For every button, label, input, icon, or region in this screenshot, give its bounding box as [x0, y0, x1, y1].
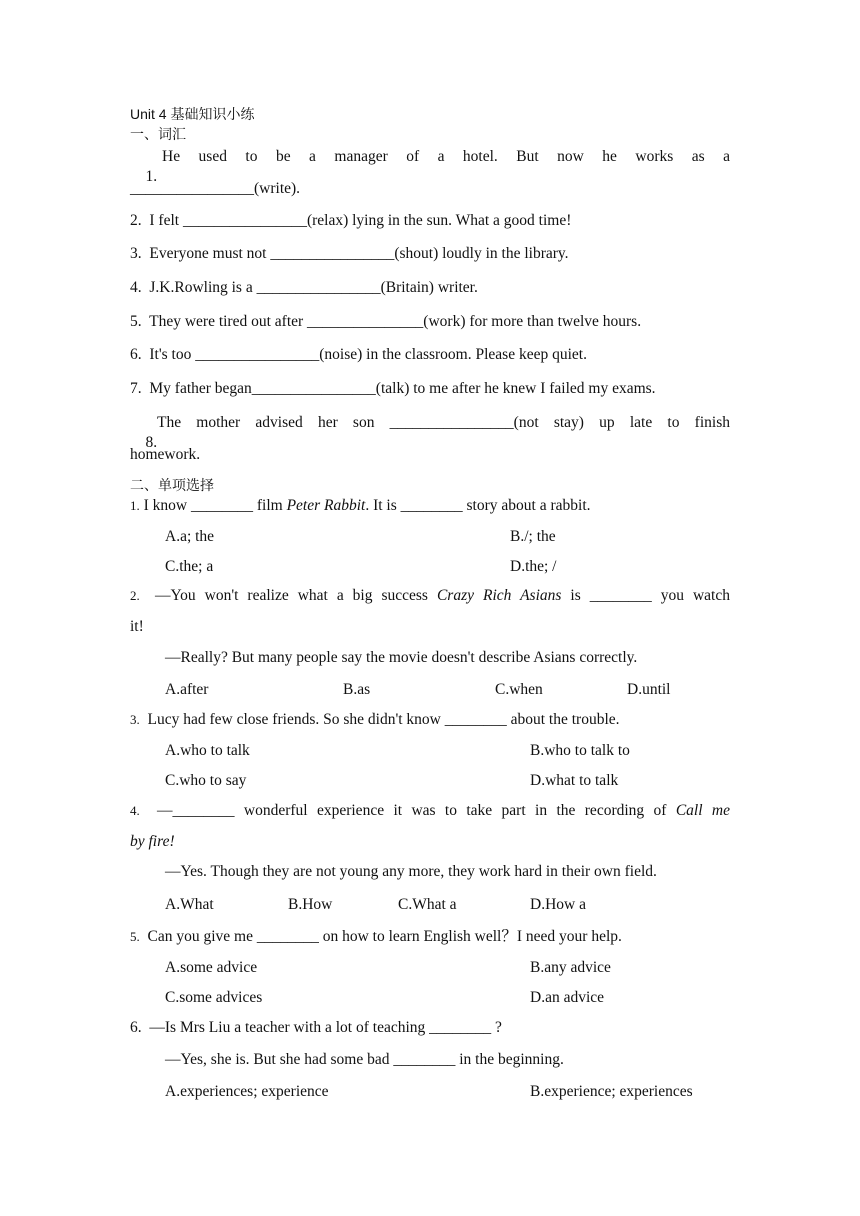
vocab-item-7: [130, 379, 656, 399]
option-b: B.experience; experiences: [530, 1083, 693, 1100]
option-c: C.What a: [398, 896, 457, 913]
item-number: 7.: [130, 380, 142, 397]
section-heading-vocabulary: 一、词汇: [130, 126, 186, 142]
page-title: Unit 4 基础知识小练: [130, 106, 255, 122]
option-a: A.who to talk: [165, 742, 250, 759]
option-b: B.any advice: [530, 959, 611, 976]
song-title-part2: by fire!: [130, 833, 175, 850]
item-number: 4.: [130, 279, 142, 296]
question-text: Lucy had few close friends. So she didn't know ________ about the trouble.: [147, 711, 620, 728]
option-d: D.How a: [530, 896, 586, 913]
vocab-item-8-line2: homework.: [130, 446, 201, 463]
option-a: A.a; the: [165, 528, 215, 545]
question-text-b: . It is ________ story about a rabbit.: [365, 497, 591, 514]
question-text-b: is ________ you watch: [561, 587, 730, 604]
option-d: D.an advice: [530, 989, 605, 1006]
option-b: B.How: [288, 896, 333, 913]
option-b: B./; the: [510, 528, 556, 545]
item-number: 5.: [130, 313, 142, 330]
mc-question-4-line2: [130, 832, 175, 852]
question-number: 5.: [130, 929, 140, 944]
item-number: 3.: [130, 245, 142, 262]
film-title: Peter Rabbit: [286, 497, 366, 514]
vocab-item-3: [130, 244, 569, 264]
mc-question-6: [130, 1018, 502, 1038]
mc-question-2-line2: it!: [130, 618, 144, 635]
option-d: D.until: [627, 681, 671, 698]
item-number: 1.: [145, 168, 158, 185]
vocab-item-6: [130, 345, 587, 365]
option-a: A.What: [165, 896, 214, 913]
vocab-item-2: [130, 211, 571, 231]
item-text: It's too ________________(noise) in the classroom. Please keep quiet.: [149, 346, 587, 363]
question-text: Can you give me ________ on how to learn English well？I need your help.: [147, 928, 622, 945]
option-d: D.what to talk: [530, 772, 619, 789]
section-heading-multiple-choice: 二、单项选择: [130, 477, 214, 493]
item-text: My father began________________(talk) to me after he knew I failed my exams.: [149, 380, 656, 397]
mc-question-3: [130, 710, 620, 730]
mc-question-5: [130, 927, 622, 947]
question-number: 2.: [130, 588, 140, 603]
item-text: Everyone must not ________________(shout) loudly in the library.: [149, 245, 569, 262]
item-number: 6.: [130, 346, 142, 363]
mc-question-4-reply: —Yes. Though they are not young any more, they work hard in their own field.: [165, 863, 657, 880]
item-number: 2.: [130, 212, 142, 229]
item-number: 8.: [145, 434, 158, 451]
mc-question-1: [130, 496, 591, 516]
song-title-part1: Call me: [675, 802, 730, 819]
item-text: J.K.Rowling is a ________________(Britain) writer.: [149, 279, 478, 296]
option-c: C.the; a: [165, 558, 214, 575]
option-c: C.some advices: [165, 989, 263, 1006]
question-text: —Is Mrs Liu a teacher with a lot of teaching ________ ?: [149, 1019, 502, 1036]
option-c: C.when: [495, 681, 543, 698]
option-d: D.the; /: [510, 558, 557, 575]
question-number: 3.: [130, 712, 140, 727]
item-text: I felt ________________(relax) lying in the sun. What a good time!: [149, 212, 572, 229]
vocab-item-1-line1: He used to be a manager of a hotel. But now he works as a: [162, 148, 730, 165]
question-text-a: —________ wonderful experience it was to take part in the recording of: [157, 802, 676, 819]
vocab-item-4: [130, 278, 478, 298]
option-a: A.some advice: [165, 959, 258, 976]
option-b: B.as: [343, 681, 371, 698]
question-text-a: I know ________ film: [143, 497, 287, 514]
option-c: C.who to say: [165, 772, 247, 789]
option-b: B.who to talk to: [530, 742, 630, 759]
option-a: A.experiences; experience: [165, 1083, 329, 1100]
mc-question-2-reply: —Really? But many people say the movie doesn't describe Asians correctly.: [165, 649, 638, 666]
item-text: They were tired out after _______________(work) for more than twelve hours.: [149, 313, 642, 330]
question-number: 1.: [130, 498, 140, 513]
question-number: 6.: [130, 1019, 142, 1036]
film-title: Crazy Rich Asians: [436, 587, 562, 604]
mc-question-6-reply: —Yes, she is. But she had some bad ________ in the beginning.: [165, 1051, 564, 1068]
vocab-item-5: [130, 312, 641, 332]
mc-question-4-line1: [157, 801, 730, 821]
vocab-item-1-line2: ________________(write).: [130, 180, 301, 197]
mc-question-2-line1: [155, 586, 730, 606]
mc-question-2-number: [130, 586, 140, 606]
question-text-a: —You won't realize what a big success: [155, 587, 437, 604]
vocab-item-8-line1: The mother advised her son ________________(not stay) up late to finish: [157, 414, 730, 431]
question-number: 4.: [130, 803, 140, 818]
mc-question-4-number: [130, 801, 140, 821]
option-a: A.after: [165, 681, 209, 698]
